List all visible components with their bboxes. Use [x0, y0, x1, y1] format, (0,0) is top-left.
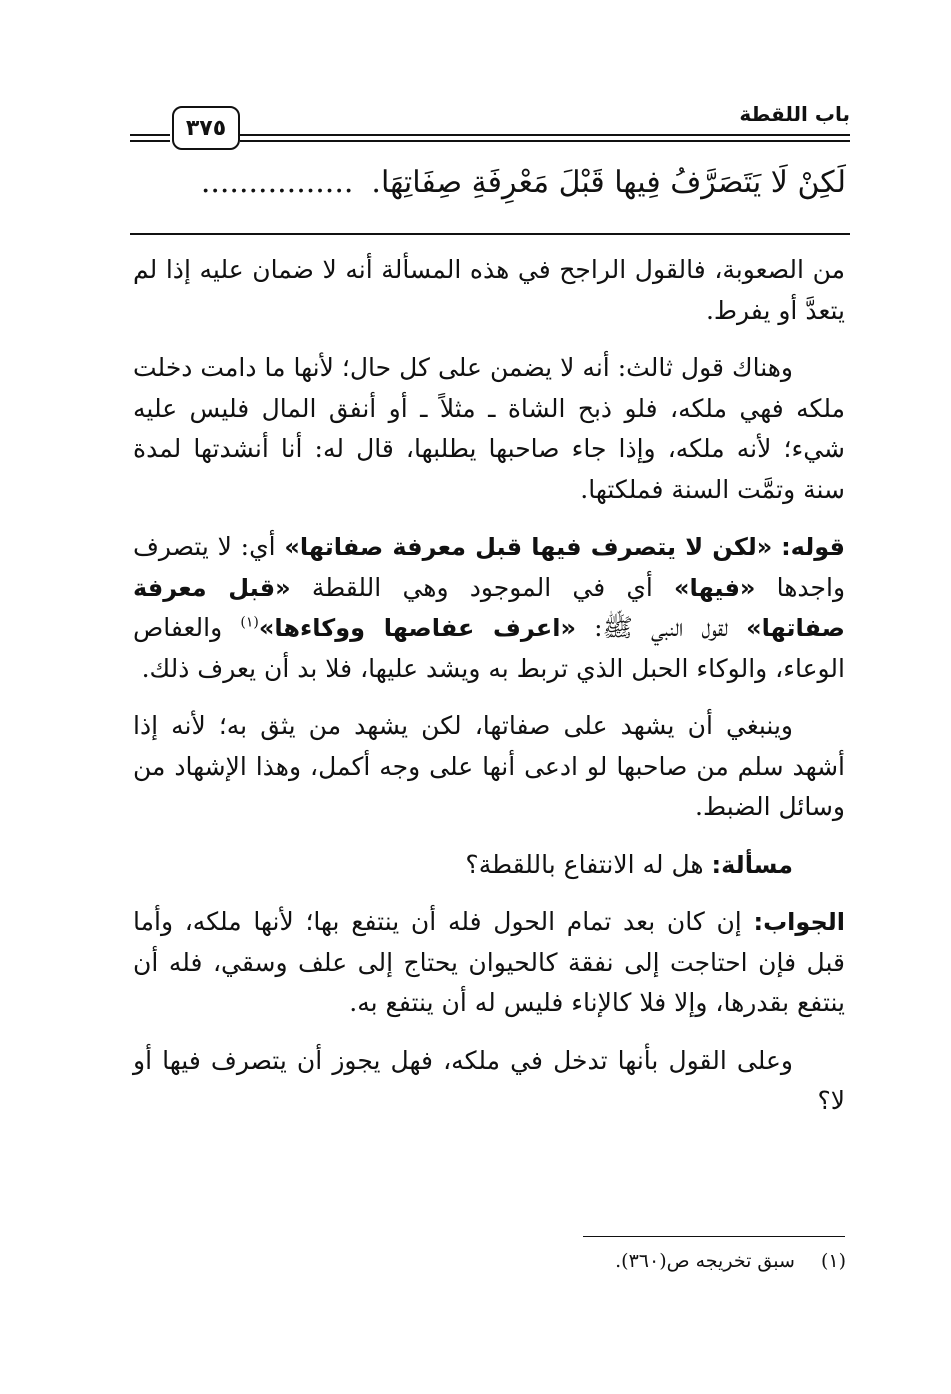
- page-header: [130, 98, 850, 148]
- header-rule: [130, 140, 170, 142]
- footnote: [134, 1246, 846, 1276]
- bold-quote: «قبل معرفة صفاتها»: [133, 573, 845, 642]
- paragraph-text: وينبغي أن يشهد على صفاتها، لكن يشهد من يثق به؛ لأنه إذا أشهد سلم من صاحبها لو ادعى أنها على وجه أكمل، وهذا الإشهاد من وسائل الضبط.: [133, 711, 845, 821]
- matn-line: [126, 158, 846, 208]
- hadith-quote: «اعرف عفاصها ووكاءها»: [258, 614, 576, 642]
- paragraph-text: أي في الموجود وهي اللقطة: [290, 572, 675, 602]
- header-rule: [240, 134, 850, 136]
- header-rule: [130, 134, 170, 136]
- bold-quote: «لكن لا يتصرف فيها قبل معرفة صفاتها»: [284, 533, 773, 561]
- paragraph: [133, 250, 845, 331]
- paragraph-text: أي: لا يتصرف واجدها: [133, 532, 846, 602]
- matn-text: لَكِنْ لَا يَتَصَرَّفُ فِيها قَبْلَ مَعْرِفَةِ صِفَاتِهَا.: [371, 165, 846, 200]
- paragraph-text: وهناك قول ثالث: أنه لا يضمن على كل حال؛ لأنها ما دامت دخلت ملكه فهي ملكه، فلو ذبح الشاة ـ مثلاً ـ أو أنفق المال فليس عليه شيء؛ لأنه ملكه، وإذا جاء صاحبها يطلبها، قال له: أنا أنشدتها لمدة سنة وتمَّت السنة فملكتها.: [133, 353, 845, 504]
- paragraph-text: وعلى القول بأنها تدخل في ملكه، فهل يجوز أن يتصرف فيها أو لا؟: [133, 1045, 845, 1115]
- paragraph: [133, 706, 845, 828]
- body-text: [133, 250, 845, 1139]
- paragraph: [133, 1041, 845, 1122]
- paragraph: [133, 527, 845, 689]
- paragraph-text: لقول النبي ﷺ:: [575, 613, 747, 642]
- footnote-text: سبق تخريجه ص(٣٦٠).: [615, 1250, 795, 1272]
- paragraph-text: من الصعوبة، فالقول الراجح في هذه المسألة أنه لا ضمان عليه إذا لم يتعدَّ أو يفرط.: [133, 255, 845, 325]
- bold-label: مسألة:: [711, 850, 793, 879]
- header-rule: [240, 140, 850, 142]
- paragraph-text: هل له الانتفاع باللقطة؟: [465, 849, 712, 879]
- bold-label: قوله:: [781, 533, 846, 561]
- paragraph-text: والعفاص الوعاء، والوكاء الحبل الذي تربط به ويشد عليها، فلا بد أن يعرف ذلك.: [133, 613, 845, 683]
- page-number: ٣٧٥: [172, 106, 240, 150]
- matn-dots: ................: [200, 165, 354, 200]
- paragraph: [133, 902, 845, 1024]
- matn-separator: [130, 233, 850, 235]
- footnote-number: (١): [820, 1250, 846, 1272]
- chapter-title: باب اللقطة: [739, 102, 850, 126]
- footnote-separator: [583, 1236, 845, 1237]
- paragraph: [133, 845, 845, 886]
- footnote-reference[interactable]: (١): [240, 614, 259, 631]
- paragraph-text: إن كان بعد تمام الحول فله أن ينتفع بها؛ لأنها ملكه، وأما قبل فإن احتاجت إلى نفقة كالحيوان يحتاج إلى علف وسقي، فله أن ينتفع بقدرها، وإلا فلا كالإناء فليس له أن ينتفع به.: [133, 907, 845, 1017]
- bold-quote: «فيها»: [674, 573, 756, 602]
- paragraph: [133, 348, 845, 510]
- bold-label: الجواب:: [753, 908, 845, 936]
